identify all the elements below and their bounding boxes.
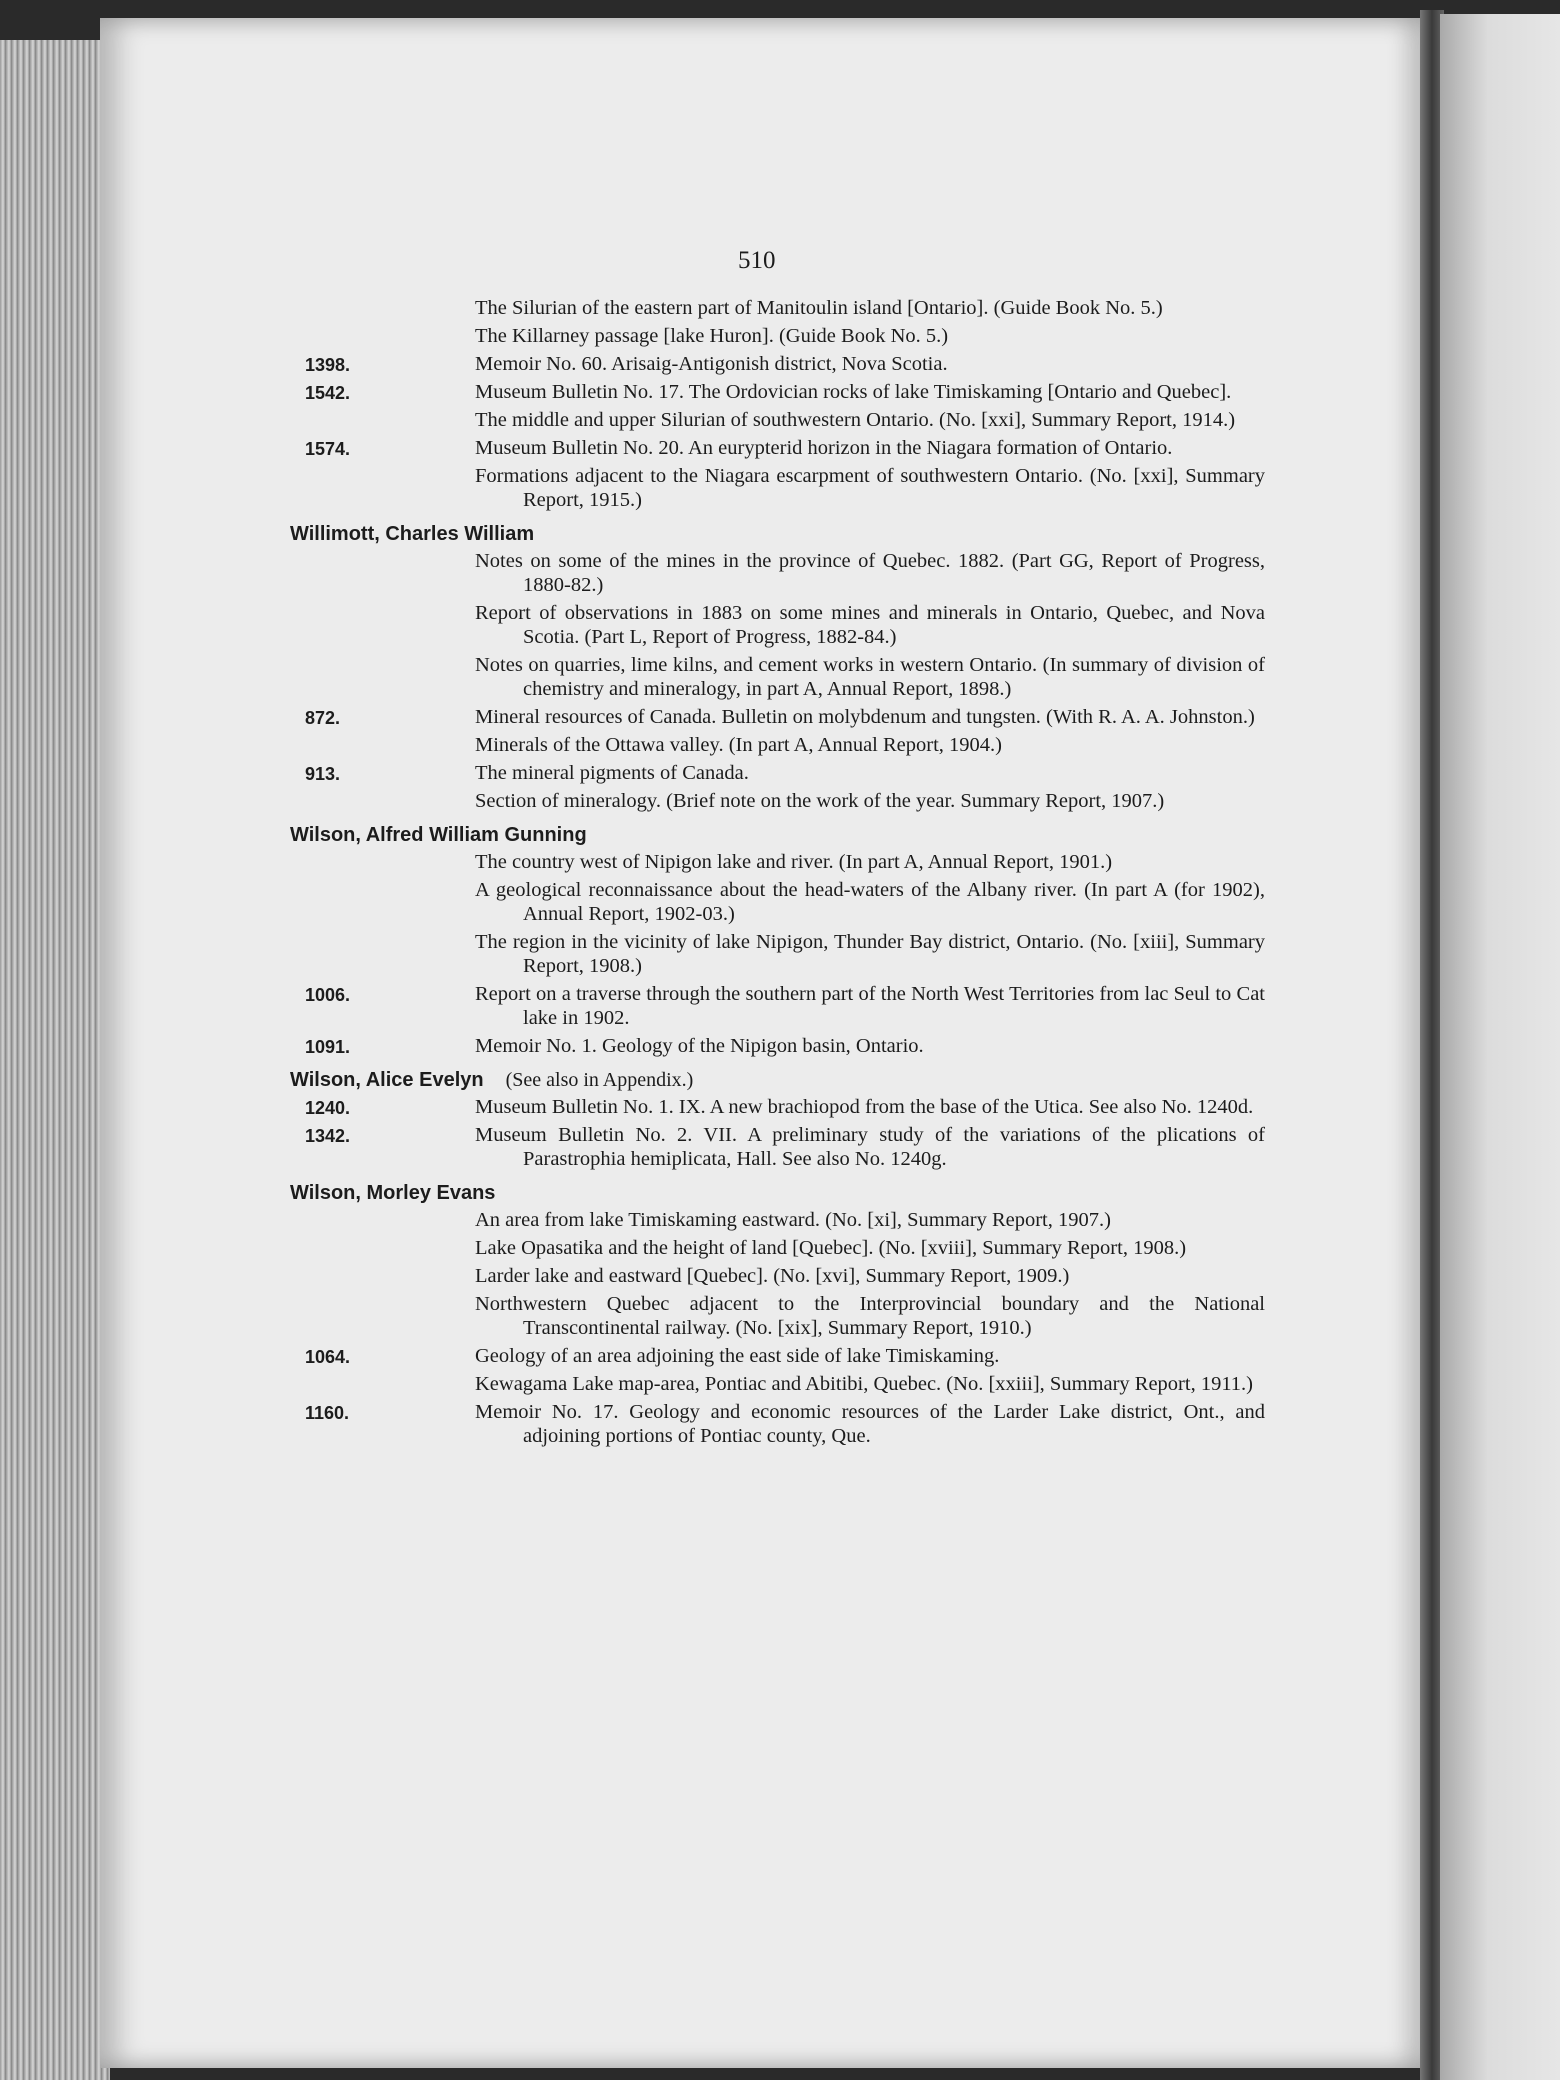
book-page-edges bbox=[0, 40, 110, 2080]
entry-number: 1542. bbox=[305, 383, 351, 403]
author-heading bbox=[290, 1068, 1265, 1092]
entry-number: 1064. bbox=[305, 1347, 351, 1367]
entry-number: 1398. bbox=[305, 355, 351, 375]
entry-text: The middle and upper Silurian of southwestern Ontario. (No. [xxi], Summary Report, 1914.) bbox=[475, 409, 1236, 431]
bibliography-entry bbox=[290, 601, 1265, 649]
author-section bbox=[290, 296, 1265, 512]
bibliography-entry bbox=[290, 878, 1265, 926]
author-name: Wilson, Morley Evans bbox=[290, 1182, 496, 1204]
author-heading bbox=[290, 823, 1265, 847]
author-heading bbox=[290, 1181, 1265, 1205]
entry-text: Museum Bulletin No. 1. IX. A new brachiopod from the base of the Utica. See also No. 1240d. bbox=[475, 1096, 1254, 1118]
entry-number: 913. bbox=[305, 764, 341, 784]
bibliography-entry bbox=[290, 1292, 1265, 1340]
bibliography-entry bbox=[290, 733, 1265, 757]
entry-text: Museum Bulletin No. 17. The Ordovician rocks of lake Timiskaming [Ontario and Quebec]. bbox=[475, 381, 1232, 403]
entry-text: An area from lake Timiskaming eastward. (No. [xi], Summary Report, 1907.) bbox=[475, 1209, 1111, 1231]
bibliography-entry bbox=[290, 549, 1265, 597]
entry-text: Museum Bulletin No. 2. VII. A preliminary study of the variations of the plications of Parastrophia hemiplicata, Hall. See also No. 1240g. bbox=[475, 1124, 1265, 1170]
entry-number: 1240. bbox=[305, 1098, 351, 1118]
bibliography-entry bbox=[290, 653, 1265, 701]
bibliography-entry bbox=[290, 436, 1265, 460]
bibliography-entry bbox=[290, 1236, 1265, 1260]
entry-text: Memoir No. 17. Geology and economic resources of the Larder Lake district, Ont., and adjoining portions of Pontiac county, Que. bbox=[475, 1401, 1265, 1447]
bibliography-entry bbox=[290, 324, 1265, 348]
author-note: (See also in Appendix.) bbox=[505, 1069, 694, 1091]
entry-text: Larder lake and eastward [Quebec]. (No. [xvi], Summary Report, 1909.) bbox=[475, 1265, 1070, 1287]
bibliography-entry bbox=[290, 982, 1265, 1030]
entry-text: Memoir No. 60. Arisaig-Antigonish district, Nova Scotia. bbox=[475, 353, 948, 375]
bibliography-entry bbox=[290, 705, 1265, 729]
bibliography-entry bbox=[290, 1264, 1265, 1288]
bibliography-list bbox=[290, 296, 1265, 1452]
entry-text: The country west of Nipigon lake and river. (In part A, Annual Report, 1901.) bbox=[475, 851, 1113, 873]
bibliography-entry bbox=[290, 464, 1265, 512]
page-number: 510 bbox=[738, 247, 776, 274]
bibliography-entry bbox=[290, 1208, 1265, 1232]
entry-text: Geology of an area adjoining the east side of lake Timiskaming. bbox=[475, 1345, 1000, 1367]
entry-text: Northwestern Quebec adjacent to the Interprovincial boundary and the National Transcontinental railway. (No. [xix], Summary Report, 1910.) bbox=[475, 1293, 1265, 1339]
bibliography-entry bbox=[290, 380, 1265, 404]
entry-text: Report of observations in 1883 on some mines and minerals in Ontario, Quebec, and Nova Scotia. (Part L, Report of Progress, 1882-84.) bbox=[475, 602, 1265, 648]
author-section bbox=[290, 823, 1265, 1058]
facing-page bbox=[1440, 14, 1560, 2080]
bibliography-entry bbox=[290, 1123, 1265, 1171]
entry-text: Lake Opasatika and the height of land [Quebec]. (No. [xviii], Summary Report, 1908.) bbox=[475, 1237, 1187, 1259]
bibliography-entry bbox=[290, 1400, 1265, 1448]
author-name: Willimott, Charles William bbox=[290, 523, 535, 545]
bibliography-entry bbox=[290, 1095, 1265, 1119]
author-section bbox=[290, 522, 1265, 813]
bibliography-entry bbox=[290, 1034, 1265, 1058]
bibliography-entry bbox=[290, 1372, 1265, 1396]
entry-number: 1574. bbox=[305, 439, 351, 459]
entry-text: The region in the vicinity of lake Nipigon, Thunder Bay district, Ontario. (No. [xiii], Summary Report, 1908.) bbox=[475, 931, 1265, 977]
entry-text: Notes on some of the mines in the province of Quebec. 1882. (Part GG, Report of Progress, 1880-82.) bbox=[475, 550, 1265, 596]
author-section bbox=[290, 1181, 1265, 1448]
entry-text: The Silurian of the eastern part of Manitoulin island [Ontario]. (Guide Book No. 5.) bbox=[475, 297, 1163, 319]
bibliography-entry bbox=[290, 761, 1265, 785]
author-name: Wilson, Alfred William Gunning bbox=[290, 824, 587, 846]
bibliography-entry bbox=[290, 352, 1265, 376]
entry-text: Report on a traverse through the southern part of the North West Territories from lac Seul to Cat lake in 1902. bbox=[475, 983, 1265, 1029]
entry-text: Mineral resources of Canada. Bulletin on molybdenum and tungsten. (With R. A. A. Johnston.) bbox=[475, 706, 1255, 728]
entry-text: A geological reconnaissance about the head-waters of the Albany river. (In part A (for 1902), Annual Report, 1902-03.) bbox=[475, 879, 1265, 925]
entry-number: 1160. bbox=[305, 1403, 350, 1423]
entry-text: The mineral pigments of Canada. bbox=[475, 762, 749, 784]
bibliography-entry bbox=[290, 408, 1265, 432]
entry-number: 872. bbox=[305, 708, 341, 728]
entry-text: Minerals of the Ottawa valley. (In part A, Annual Report, 1904.) bbox=[475, 734, 1002, 756]
entry-number: 1342. bbox=[305, 1126, 351, 1146]
entry-text: Kewagama Lake map-area, Pontiac and Abitibi, Quebec. (No. [xxiii], Summary Report, 1911.) bbox=[475, 1373, 1254, 1395]
bibliography-entry bbox=[290, 850, 1265, 874]
author-section bbox=[290, 1068, 1265, 1171]
bibliography-entry bbox=[290, 789, 1265, 813]
entry-text: Memoir No. 1. Geology of the Nipigon basin, Ontario. bbox=[475, 1035, 924, 1057]
entry-number: 1006. bbox=[305, 985, 351, 1005]
entry-text: The Killarney passage [lake Huron]. (Guide Book No. 5.) bbox=[475, 325, 949, 347]
bibliography-entry bbox=[290, 296, 1265, 320]
bibliography-entry bbox=[290, 1344, 1265, 1368]
author-heading bbox=[290, 522, 1265, 546]
entry-number: 1091. bbox=[305, 1037, 351, 1057]
entry-text: Notes on quarries, lime kilns, and cement works in western Ontario. (In summary of division of chemistry and mineralogy, in part A, Annual Report, 1898.) bbox=[475, 654, 1265, 700]
entry-text: Section of mineralogy. (Brief note on the work of the year. Summary Report, 1907.) bbox=[475, 790, 1165, 812]
entry-text: Museum Bulletin No. 20. An eurypterid horizon in the Niagara formation of Ontario. bbox=[475, 437, 1173, 459]
bibliography-entry bbox=[290, 930, 1265, 978]
entry-text: Formations adjacent to the Niagara escarpment of southwestern Ontario. (No. [xxi], Summary Report, 1915.) bbox=[475, 465, 1265, 511]
author-name: Wilson, Alice Evelyn bbox=[290, 1069, 484, 1091]
